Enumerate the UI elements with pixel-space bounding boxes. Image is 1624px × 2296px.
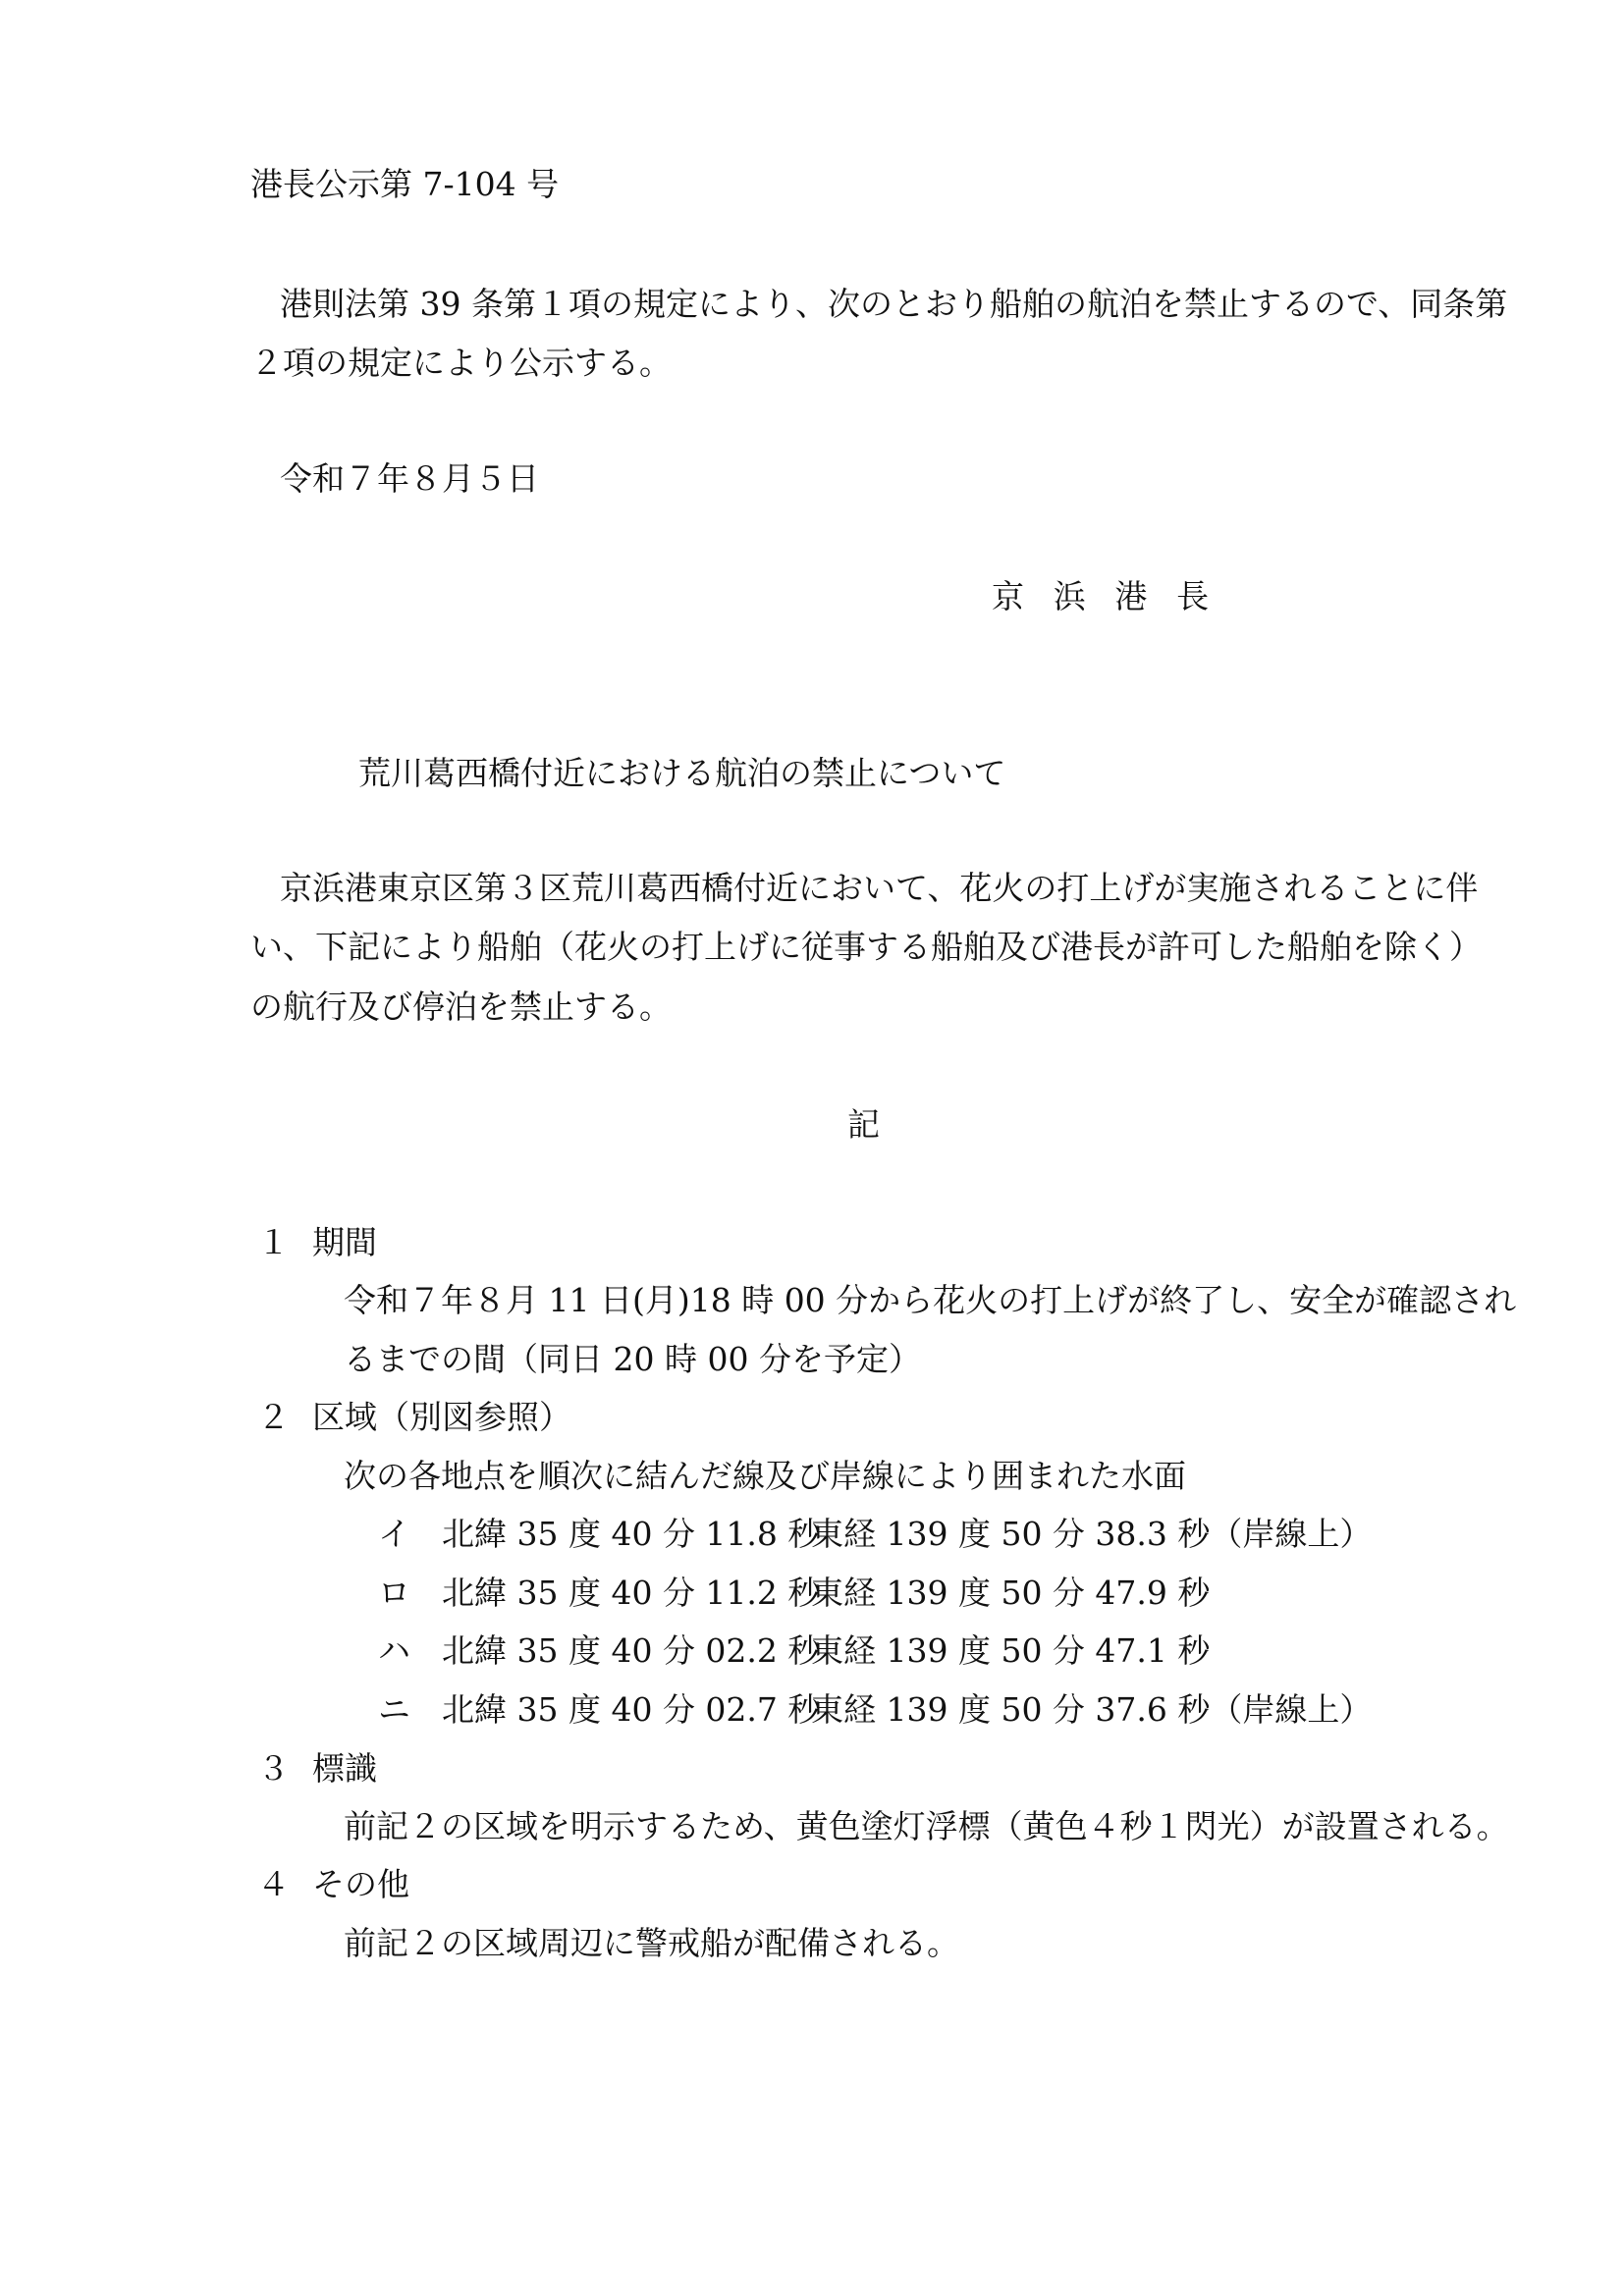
- point-key: ロ: [378, 1574, 410, 1612]
- section-number: １: [257, 1223, 290, 1261]
- section-number: ２: [257, 1398, 290, 1436]
- body-line: 京浜港東京区第３区荒川葛西橋付近において、花火の打上げが実施されることに伴: [280, 869, 1479, 907]
- point-longitude: 東経 139 度 50 分 37.6 秒（岸線上）: [811, 1690, 1373, 1729]
- point-key: ハ: [378, 1631, 410, 1670]
- section-text: 令和７年８月 11 日(月)18 時 00 分から花火の打上げが終了し、安全が確認され: [344, 1281, 1517, 1319]
- section-text: るまでの間（同日 20 時 00 分を予定）: [344, 1340, 921, 1378]
- point-key: イ: [378, 1515, 410, 1553]
- section-text: 次の各地点を順次に結んだ線及び岸線により囲まれた水面: [344, 1457, 1186, 1495]
- body-line: の航行及び停泊を禁止する。: [250, 988, 672, 1026]
- issue-date: 令和７年８月５日: [280, 459, 539, 498]
- point-latitude: 北緯 35 度 40 分 11.8 秒: [442, 1515, 821, 1553]
- section-title-area: 区域（別図参照）: [312, 1398, 571, 1436]
- section-text: 前記２の区域周辺に警戒船が配備される。: [344, 1924, 959, 1962]
- point-longitude: 東経 139 度 50 分 47.9 秒: [811, 1574, 1211, 1612]
- point-latitude: 北緯 35 度 40 分 11.2 秒: [442, 1574, 821, 1612]
- preamble-line: 港則法第 39 条第１項の規定により、次のとおり船舶の航泊を禁止するので、同条第: [280, 285, 1508, 323]
- section-title-other: その他: [312, 1865, 409, 1903]
- preamble-line: ２項の規定により公示する。: [250, 344, 672, 382]
- point-longitude: 東経 139 度 50 分 47.1 秒: [811, 1631, 1211, 1670]
- issuing-authority: 京浜港長: [992, 577, 1238, 615]
- document-number: 港長公示第 7-104 号: [250, 165, 560, 203]
- section-title-markers: 標識: [312, 1749, 377, 1788]
- section-title-period: 期間: [312, 1223, 377, 1261]
- ki-heading: 記: [847, 1105, 880, 1144]
- section-number: ４: [257, 1865, 290, 1903]
- point-key: ニ: [378, 1690, 410, 1729]
- point-latitude: 北緯 35 度 40 分 02.7 秒: [442, 1690, 821, 1729]
- point-longitude: 東経 139 度 50 分 38.3 秒（岸線上）: [811, 1515, 1373, 1553]
- section-text: 前記２の区域を明示するため、黄色塗灯浮標（黄色４秒１閃光）が設置される。: [344, 1807, 1509, 1845]
- point-latitude: 北緯 35 度 40 分 02.2 秒: [442, 1631, 821, 1670]
- section-number: ３: [257, 1749, 290, 1788]
- body-line: い、下記により船舶（花火の打上げに従事する船舶及び港長が許可した船舶を除く）: [250, 928, 1482, 966]
- notice-title: 荒川葛西橋付近における航泊の禁止について: [358, 754, 1006, 792]
